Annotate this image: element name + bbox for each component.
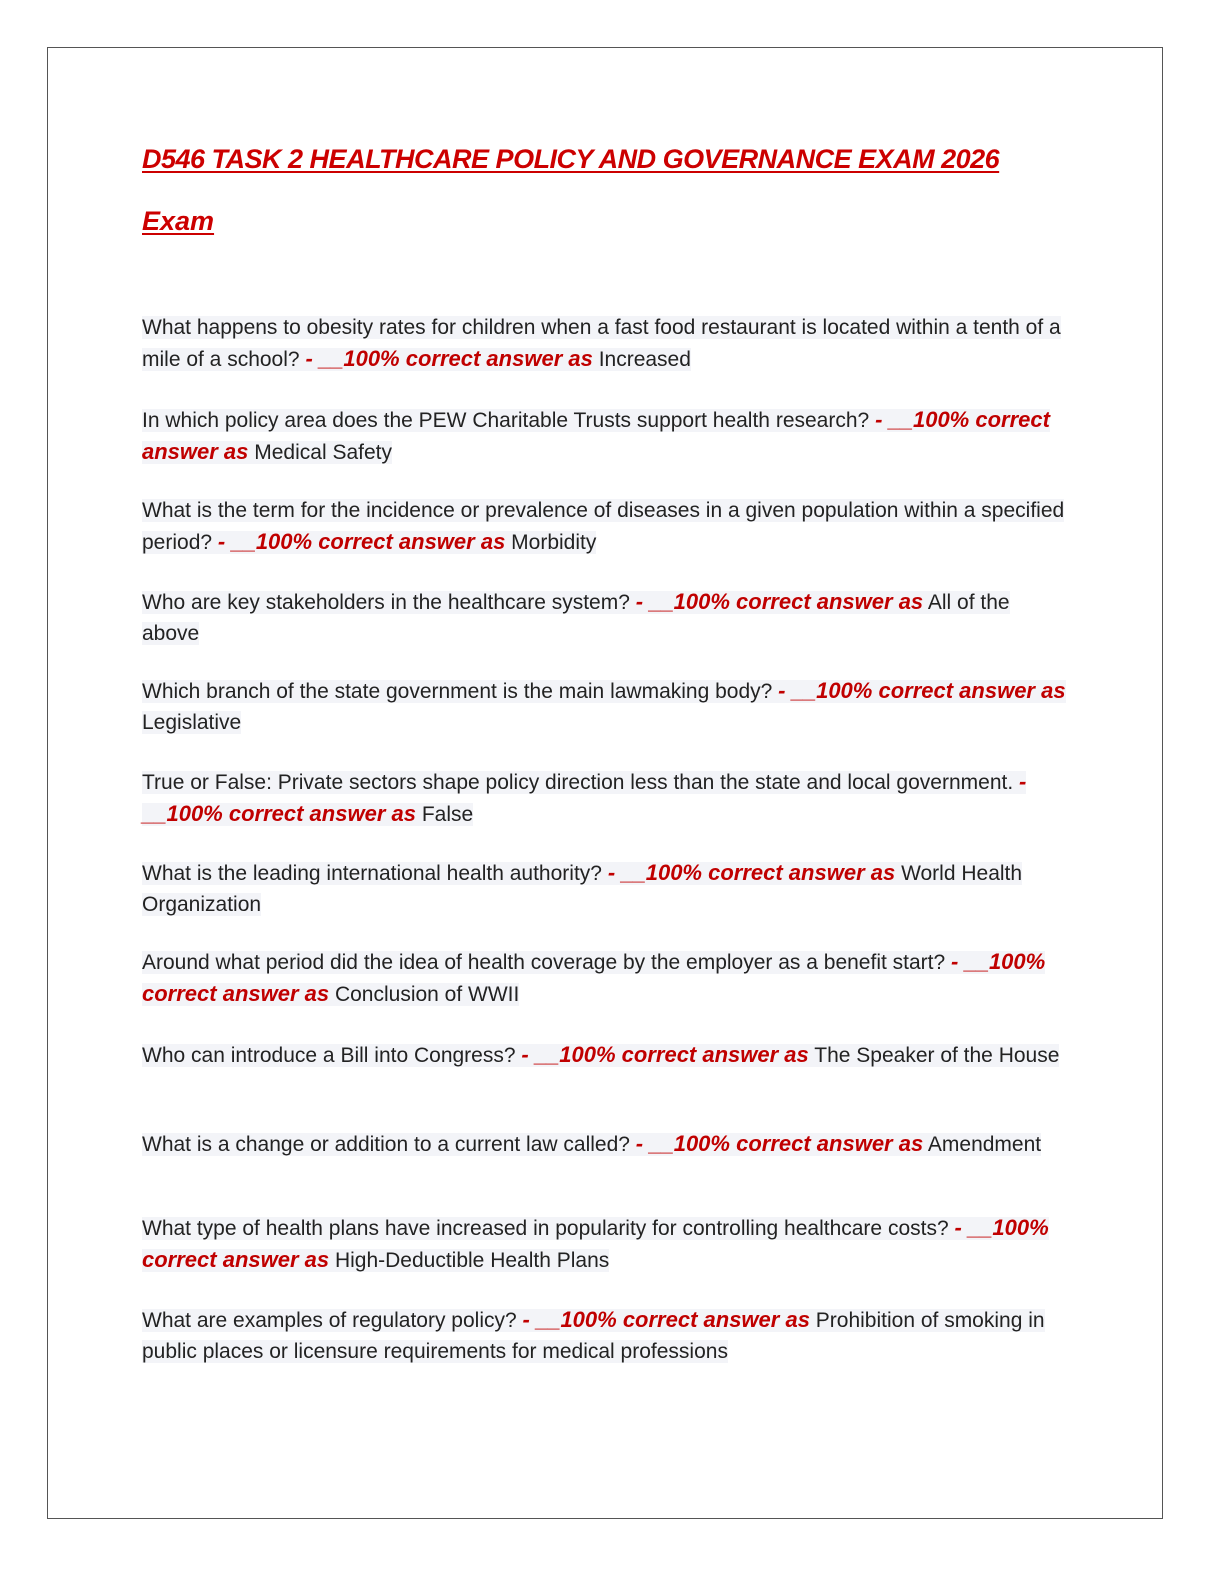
answer-marker: - __100% correct answer as (607, 860, 896, 885)
question-text: Who can introduce a Bill into Congress? (142, 1044, 516, 1067)
question-text: What is the leading international health authority? (142, 862, 602, 885)
answer-marker: - __100% correct answer as (521, 1042, 809, 1067)
document-subtitle: Exam (142, 206, 215, 236)
answer-text: All of the above (142, 591, 1010, 645)
answer-marker: - __100% correct answer as (142, 1215, 1049, 1272)
answer-text: Prohibition of smoking in public places or licensure requirements for medical professions (142, 1309, 1045, 1363)
answer-text: False (421, 803, 474, 826)
question-text: What is a change or addition to a current law called? (142, 1133, 630, 1156)
qa-item (142, 404, 1072, 468)
answer-text: Morbidity (511, 531, 597, 554)
qa-item (142, 1039, 1072, 1071)
answer-marker: - __100% correct answer as (142, 407, 1050, 464)
answer-marker: - __100% correct answer as (778, 678, 1066, 703)
question-text: True or False: Private sectors shape policy direction less than the state and local government. (142, 771, 1014, 794)
qa-item (142, 495, 1072, 558)
question-text: In which policy area does the PEW Charitable Trusts support health research? (142, 409, 870, 432)
question-text: What is the term for the incidence or prevalence of diseases in a given population within a specified period? (142, 499, 1065, 554)
qa-item (142, 766, 1072, 830)
qa-item (142, 675, 1072, 738)
answer-marker: - __100% correct answer as (522, 1307, 810, 1332)
answer-text: High-Deductible Health Plans (334, 1249, 610, 1272)
answer-text: Medical Safety (254, 441, 392, 464)
qa-item (142, 857, 1072, 920)
answer-text: Increased (598, 348, 691, 371)
question-text: Which branch of the state government is the main lawmaking body? (142, 680, 773, 703)
question-text: What happens to obesity rates for children when a fast food restaurant is located within a tenth of a mile of a school? (142, 316, 1061, 371)
qa-item (142, 312, 1072, 375)
answer-text: World Health Organization (142, 862, 1023, 916)
answer-marker: - __100% correct answer as (217, 529, 506, 554)
answer-marker: - __100% correct answer as (142, 949, 1046, 1006)
answer-marker: - __100% correct answer as (142, 769, 1027, 826)
answer-marker: - __100% correct answer as (635, 1131, 924, 1156)
qa-item (142, 586, 1072, 649)
question-text: What type of health plans have increased in popularity for controlling healthcare costs? (142, 1217, 949, 1240)
answer-text: Amendment (927, 1133, 1042, 1156)
qa-item (142, 1212, 1072, 1276)
qa-item (142, 946, 1072, 1010)
answer-text: Conclusion of WWII (334, 983, 520, 1006)
answer-marker: - __100% correct answer as (305, 346, 593, 371)
answer-marker: - __100% correct answer as (635, 589, 924, 614)
document-title: D546 TASK 2 HEALTHCARE POLICY AND GOVERNANCE EXAM 2026 (142, 144, 1000, 174)
question-text: Around what period did the idea of health coverage by the employer as a benefit start? (142, 951, 946, 974)
question-text: Who are key stakeholders in the healthcare system? (142, 591, 630, 614)
question-text: What are examples of regulatory policy? (142, 1309, 517, 1332)
answer-text: Legislative (142, 711, 242, 734)
answer-text: The Speaker of the House (814, 1044, 1060, 1067)
qa-item (142, 1128, 1072, 1160)
qa-item (142, 1304, 1072, 1367)
